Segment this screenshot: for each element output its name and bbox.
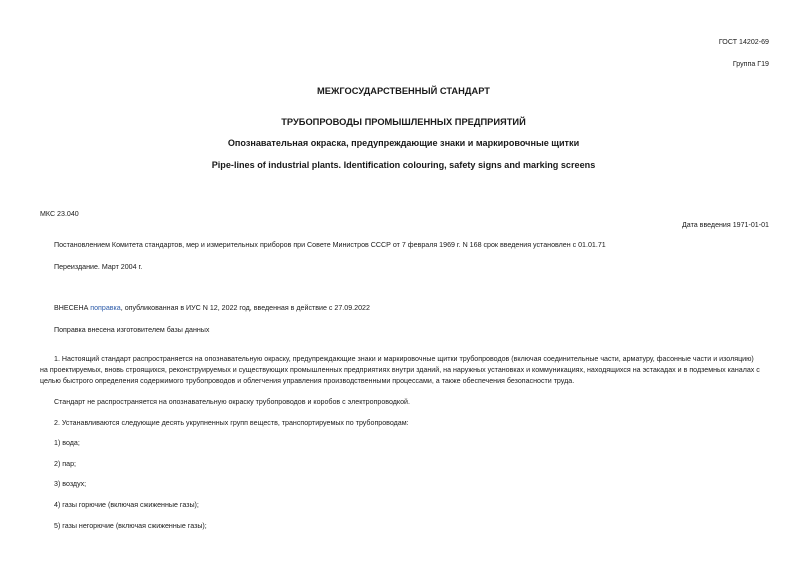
subtitle-english: Pipe-lines of industrial plants. Identification colouring, safety signs and marking screens: [211, 160, 596, 170]
list-item: 4) газы горючие (включая сжиженные газы);: [54, 501, 199, 509]
amendment-note: Поправка внесена изготовителем базы данных: [54, 326, 210, 334]
paragraph-1-line-2: на проектируемых, вновь строящихся, реконструируемых и существующих промышленных предприятиях внутри зданий, на наружных установках и коммуникациях, находящихся на эстакадах и в подземных каналах с: [40, 366, 760, 374]
amendment-paragraph: [54, 304, 370, 313]
list-item: 5) газы негорючие (включая сжиженные газы);: [54, 522, 207, 530]
gost-number: ГОСТ 14202-69: [718, 38, 769, 46]
resolution-paragraph: Постановлением Комитета стандартов, мер и измерительных приборов при Совете Министров СССР от 7 февраля 1969 г. N 168 срок введения установлен с 01.01.71: [54, 241, 606, 249]
amendment-prefix: ВНЕСЕНА: [54, 304, 91, 312]
list-item: 1) вода;: [54, 439, 80, 447]
interstate-standard-heading: МЕЖГОСУДАРСТВЕННЫЙ СТАНДАРТ: [317, 86, 490, 96]
page-title: ТРУБОПРОВОДЫ ПРОМЫШЛЕННЫХ ПРЕДПРИЯТИЙ: [281, 117, 526, 127]
amendment-suffix: , опубликованная в ИУС N 12, 2022 год, введенная в действие с 27.09.2022: [120, 304, 370, 312]
group-label: Группа Г19: [732, 60, 769, 68]
paragraph-1-line-1: 1. Настоящий стандарт распространяется на опознавательную окраску, предупреждающие знаки и маркировочные щитки трубопроводов (включая соединительные части, арматуру, фасонные части и изоляцию): [54, 355, 754, 363]
paragraph-2: 2. Устанавливаются следующие десять укрупненных групп веществ, транспортируемых по трубопроводам:: [54, 419, 409, 427]
introduction-date: Дата введения 1971-01-01: [682, 221, 769, 229]
subtitle-russian: Опознавательная окраска, предупреждающие знаки и маркировочные щитки: [227, 138, 580, 148]
list-item: 2) пар;: [54, 460, 76, 468]
amendment-link[interactable]: поправка: [90, 304, 121, 312]
scope-exclusion-paragraph: Стандарт не распространяется на опознавательную окраску трубопроводов и коробов с электропроводкой.: [54, 398, 410, 406]
paragraph-1-line-3: целью быстрого определения содержимого трубопроводов и облегчения управления производственными процессами, а также обеспечения безопасности труда.: [40, 377, 575, 385]
mks-code: МКС 23.040: [40, 210, 79, 218]
reissue-note: Переиздание. Март 2004 г.: [54, 263, 143, 271]
list-item: 3) воздух;: [54, 480, 87, 488]
